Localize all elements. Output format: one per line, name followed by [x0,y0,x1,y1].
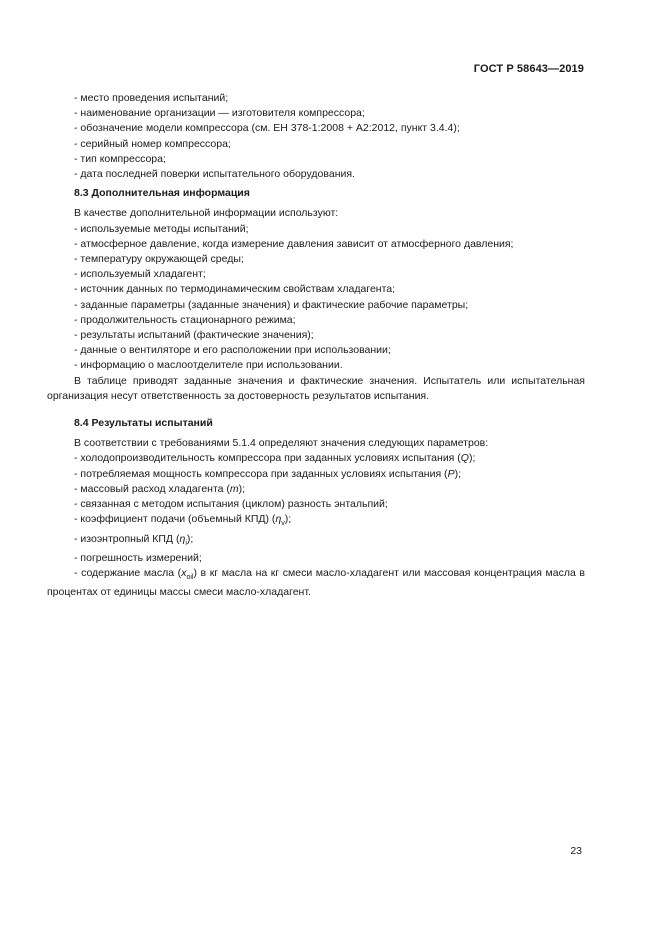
list-item: - температуру окружающей среды; [74,253,244,266]
list-item-oil-content: - содержание масла $(x_{oil})$ в кг масла на кг смеси масло-хладагент или массовая концентрация масла в процентах от единицы массы смеси масло-хладагент. [47,567,585,599]
list-item: - используемый хладагент; [74,268,206,281]
section-closing-paragraph: В таблице приводят заданные значения и фактические значения. Испытатель или испытательная организация несут ответственность за достоверность результатов испытания. [47,374,585,402]
list-item: - обозначение модели компрессора (см. ЕН 378-1:2008 + А2:2012, пункт 3.4.4); [74,122,460,135]
list-item: - результаты испытаний (фактические значения); [74,329,314,342]
list-item: - погрешность измерений; [74,551,202,564]
list-item: - место проведения испытаний; [74,92,229,104]
list-item: - холодопроизводительность компрессора при заданных условиях испытания (Q); [74,452,476,465]
list-item: - источник данных по термодинамическим свойствам хладагента; [74,283,396,296]
list-item: - используемые методы испытаний; [74,222,249,235]
list-item: - связанная с методом испытания (циклом) разность энтальпий; [74,498,388,511]
list-item: - потребляемая мощность компрессора при заданных условиях испытания (P); [74,467,461,480]
list-item: - дата последней поверки испытательного оборудования. [74,168,355,181]
list-item: - заданные параметры (заданные значения) и фактические рабочие параметры; [74,298,469,311]
page-number: 23 [570,845,582,857]
section-heading-8-3: 8.3 Дополнительная информация [74,187,250,200]
section-intro: В качестве дополнительной информации используют: [74,207,339,220]
list-item: - данные о вентиляторе и его расположении при использовании; [74,344,391,357]
list-item: - атмосферное давление, когда измерение давления зависит от атмосферного давления; [74,237,514,250]
section-heading-8-4: 8.4 Результаты испытаний [74,417,213,430]
list-item: - наименование организации — изготовителя компрессора; [74,107,365,120]
list-item: - изоэнтропный КПД $(\eta_i)$; [74,532,194,547]
list-item: - массовый расход хладагента (m); [74,482,246,495]
list-item: - серийный номер компрессора; [74,137,231,150]
page-content [47,91,585,601]
list-item: - коэффициент подачи (объемный КПД) $(\eta_v)$; [74,513,292,528]
document-code: ГОСТ Р 58643—2019 [473,63,584,75]
list-item: - информацию о маслоотделителе при использовании. [74,359,343,372]
list-item: - продолжительность стационарного режима; [74,313,296,326]
list-item: - тип компрессора; [74,152,166,165]
section-intro: В соответствии с требованиями 5.1.4 определяют значения следующих параметров: [74,437,489,450]
